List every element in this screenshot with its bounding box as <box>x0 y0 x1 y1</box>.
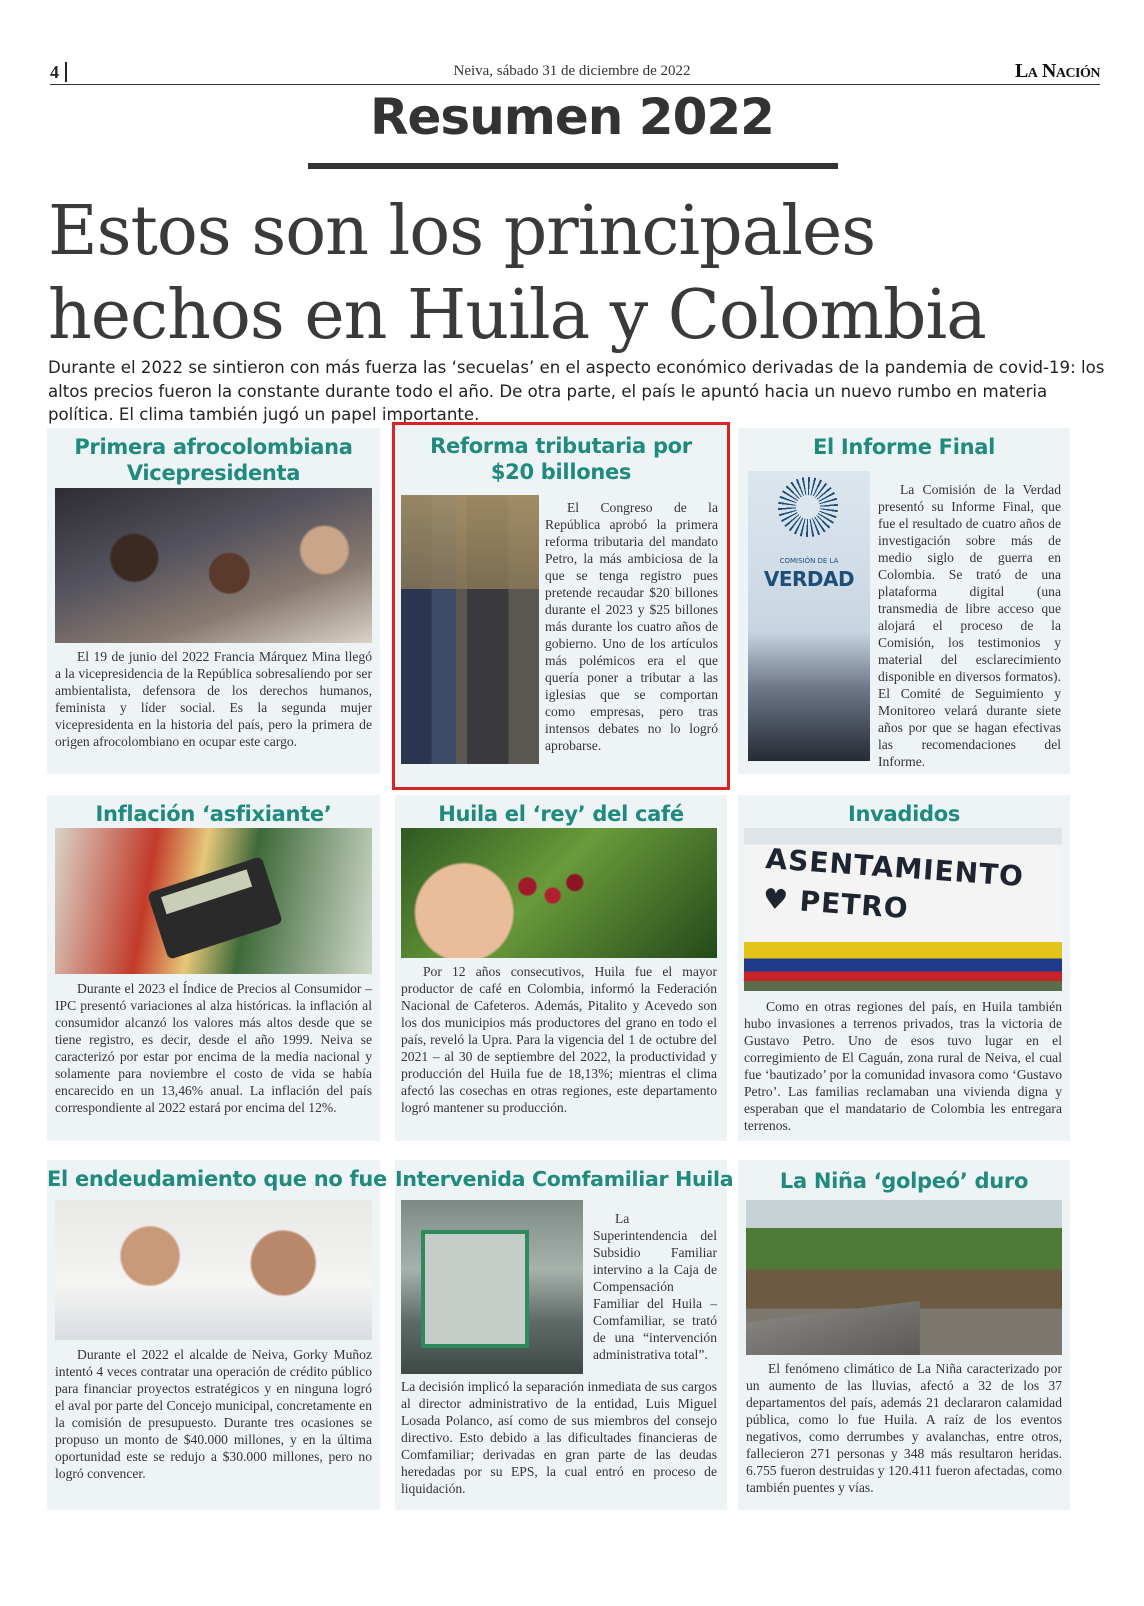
article-photo <box>401 1200 583 1374</box>
commission-logo-icon <box>778 477 838 537</box>
article-card-vicepresidenta[interactable] <box>47 428 380 774</box>
article-card-la-nina[interactable] <box>738 1160 1070 1510</box>
article-photo <box>401 495 539 764</box>
header-divider <box>50 84 1100 85</box>
section-title: Resumen 2022 <box>370 88 774 146</box>
banner-text: ASENTAMIENTO ♥ PETRO <box>761 842 1025 926</box>
article-photo <box>55 1200 372 1340</box>
article-card-invadidos[interactable] <box>738 795 1070 1141</box>
lead-paragraph: Durante el 2022 se sintieron con más fuerza las ‘secuelas’ en el aspecto económico derivadas de la pandemia de covid-19: los altos precios fueron la constante durante todo el año. De otra parte, el país le apuntó hacia un nuevo rumbo en materia política. El clima también jugó un papel importante. <box>48 358 1105 424</box>
article-body: Como en otras regiones del país, en Huila también hubo invasiones a terrenos privados, tras la victoria de Gustavo Petro. Uno de esos tuvo lugar en el corregimiento de El Caguán, zona rural de Neiva, el cual fue ‘bautizado’ por la comunidad invasora como ‘Gustavo Petro’. Las familias reclamaban una vivienda digna y esperaban que el mandatario de Colombia les entregara terrenos. <box>744 999 1062 1133</box>
photo-sublabel: COMISIÓN DE LA <box>779 557 839 565</box>
article-body: Durante el 2022 el alcalde de Neiva, Gorky Muñoz intentó 4 veces contratar una operación de crédito público para financiar proyectos estratégicos y en ninguna logró el aval por parte del Concejo municipal, concretamente en la comisión de presupuesto. Durante tres ocasiones se propuso un monto de $40.000 millones, y en la última oportunidad este se redujo a $30.000 millones, pero no logró convencer. <box>55 1347 372 1481</box>
article-card-reforma[interactable] <box>395 425 727 787</box>
article-title: Reforma tributaria por $20 billones <box>430 434 692 484</box>
photo-label: VERDAD <box>763 567 855 591</box>
article-title: El endeudamiento que no fue <box>47 1167 387 1191</box>
section-divider <box>308 163 838 169</box>
header-date: Neiva, sábado 31 de diciembre de 2022 <box>453 63 691 79</box>
article-photo <box>55 828 372 974</box>
article-title: Primera afrocolombiana Vicepresidenta <box>74 435 353 485</box>
article-card-inflacion[interactable] <box>47 795 380 1141</box>
page-number: 4 <box>50 62 67 82</box>
article-body: Durante el 2023 el Índice de Precios al Consumidor – IPC presentó variaciones al alza históricas. la inflación al consumidor alcanzó los valores más altos desde que se tiene registro, es decir, desde el año 1999. Neiva se caracterizó por estar por encima de la media nacional y solamente para noviembre el costo de vida se había encarecido en un 13,46% anual. La inflación del país correspondiente al 2022 estará por encima del 12%. <box>55 981 372 1115</box>
article-photo <box>746 1200 1062 1355</box>
article-title: El Informe Final <box>812 435 996 459</box>
article-card-comfamiliar[interactable] <box>395 1160 734 1510</box>
article-title: Invadidos <box>847 802 961 826</box>
article-body: La decisión implicó la separación inmediata de sus cargos al director administrativo de la entidad, Luis Miguel Losada Polanco, así como de sus miembros del consejo directivo. Esto debido a las dificultades financieras de Comfamiliar; derivadas en gran parte de las deudas heredadas por su EPS, la cual entró en proceso de liquidación. <box>401 1379 717 1496</box>
article-body: Por 12 años consecutivos, Huila fue el mayor productor de café en Colombia, informó la Federación Nacional de Cafeteros. Además, Pitalito y Acevedo son los dos municipios más productores del grano en todo el país, reveló la Upra. Para la vigencia del 1 de octubre del 2021 – al 30 de septiembre del 2022, la productividad y producción del Huila fue de 18,13%; mientras el clima afectó las cosechas en otras regiones, este departamento logró mantener su producción. <box>401 964 717 1115</box>
page-headline: Estos son los principales hechos en Huila y Colombia <box>48 192 986 355</box>
article-card-endeudamiento[interactable] <box>47 1160 387 1510</box>
article-title: Intervenida Comfamiliar Huila <box>395 1167 734 1191</box>
article-body: La Comisión de la Verdad presentó su Informe Final, que fue el resultado de cuatro años de investigación sobre más de medio siglo de guerra en Colombia. Se trató de una plataforma digital (una transmedia de libre acceso que alojará el proceso de la Comisión, los testimonios y material del esclarecimiento disponible en diversos formatos). El Comité de Seguimiento y Monitoreo velará durante siete años por que se hagan efectivas las recomendaciones del Informe. <box>878 482 1061 769</box>
article-photo <box>401 828 717 958</box>
article-body: El 19 de junio del 2022 Francia Márquez Mina llegó a la vicepresidencia de la República sobresaliendo por ser ambientalista, defensora de los derechos humanos, feminista y líder social. Es la segunda mujer vicepresidenta en la historia del país, pero la primera de origen afrocolombiano en ocupar este cargo. <box>55 649 372 749</box>
article-card-cafe[interactable] <box>395 795 727 1141</box>
newspaper-logo: La Nación <box>1014 60 1100 82</box>
article-title: Inflación ‘asfixiante’ <box>95 802 332 826</box>
article-title: Huila el ‘rey’ del café <box>438 802 684 826</box>
article-card-informe-final[interactable] <box>738 428 1070 774</box>
article-photo <box>748 471 870 761</box>
article-body-side: La Superintendencia del Subsidio Familiar intervino a la Caja de Compensación Familiar del Huila – Comfamiliar, se trató de una “intervención administrativa total”. <box>593 1211 717 1362</box>
article-photo <box>55 488 372 643</box>
article-body: El fenómeno climático de La Niña caracterizado por un aumento de las lluvias, afectó a 32 de los 37 departamentos del país, además 21 declararon calamidad pública, como lo fue Huila. A raíz de los eventos negativos, como derrumbes y avalanchas, entre otros, fallecieron 271 personas y 348 más resultaron heridas. 6.755 fueron destruidas y 120.411 fueron afectadas, como también puentes y vías. <box>746 1361 1062 1495</box>
article-body: El Congreso de la República aprobó la primera reforma tributaria del mandato Petro, la más ambiciosa de la que se tenga registro pues pretende recaudar $20 billones durante el 2023 y $25 billones más durante los cuatro años de gobierno. Uno de los artículos más polémicos era el que quería poner a tributar a las iglesias que se comportan como empresas, pero tras intensos debates no lo logró aprobarse. <box>545 500 718 753</box>
article-title: La Niña ‘golpeó’ duro <box>779 1169 1029 1193</box>
calculator-icon <box>147 856 283 960</box>
article-photo <box>744 828 1062 991</box>
